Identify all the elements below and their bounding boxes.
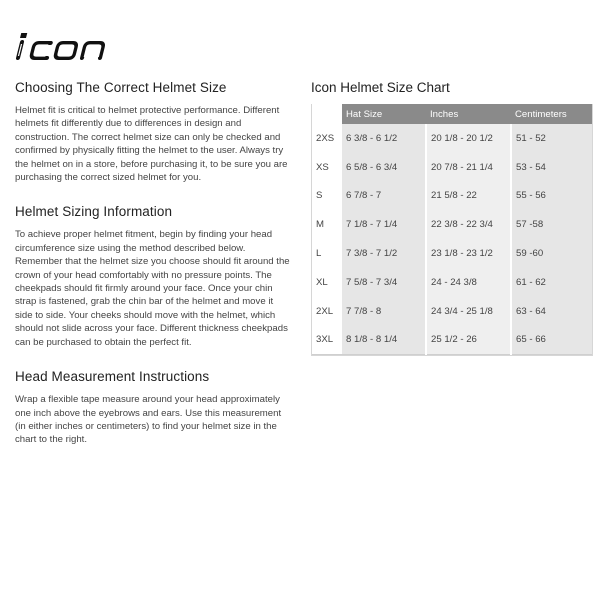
table-row [312,182,592,211]
choosing-heading: Choosing The Correct Helmet Size [15,80,227,95]
helmet-info-column [15,80,290,447]
table-row [312,153,592,182]
measurement-body: Wrap a flexible tape measure around your head approximately one inch above the eyebrows and ears. Use this measurement (in either inches or centimeters) to find your helmet size in the chart to the right. [15,394,282,446]
hat-size-cell: 6 5/8 - 6 3/4 [342,153,426,182]
size-label: XS [312,153,342,182]
centimeters-cell: 65 - 66 [511,326,592,355]
choosing-body: Helmet fit is critical to helmet protective performance. Different helmets fit differently due to differences in design and construction. The correct helmet size can only be checked and confirmed by physically fitting the helmet to the user. Always try the helmet on in a store, before purchasing it, to be sure you are purchasing the correct sized helmet for you. [15,105,288,184]
inches-cell: 24 - 24 3/8 [426,268,511,297]
centimeters-cell: 63 - 64 [511,297,592,326]
size-chart-table-wrap [311,104,593,356]
centimeters-header: Centimeters [511,104,592,124]
size-label: S [312,182,342,211]
table-row [312,326,592,355]
centimeters-cell: 61 - 62 [511,268,592,297]
icon-logo-graphic [14,30,144,62]
size-label: L [312,239,342,268]
inches-cell: 25 1/2 - 26 [426,326,511,355]
inches-cell: 23 1/8 - 23 1/2 [426,239,511,268]
table-row [312,210,592,239]
table-row [312,239,592,268]
size-label: M [312,210,342,239]
centimeters-cell: 51 - 52 [511,124,592,153]
size-label: 2XS [312,124,342,153]
hat-size-cell: 6 3/8 - 6 1/2 [342,124,426,153]
table-row [312,268,592,297]
choosing-section [15,80,290,184]
sizing-section [15,204,290,349]
sizing-heading: Helmet Sizing Information [15,204,173,220]
inches-cell: 20 1/8 - 20 1/2 [426,124,511,153]
icon-logo [14,30,144,62]
size-label: XL [312,268,342,297]
size-chart-header-row [312,104,592,124]
hat-size-cell: 7 1/8 - 7 1/4 [342,210,426,239]
size-chart-column [311,80,593,356]
size-chart-title: Icon Helmet Size Chart [311,80,450,95]
inches-cell: 22 3/8 - 22 3/4 [426,210,511,239]
centimeters-cell: 59 -60 [511,239,592,268]
hat-size-cell: 8 1/8 - 8 1/4 [342,326,426,355]
inches-header: Inches [426,104,511,124]
size-label: 3XL [312,326,342,355]
centimeters-cell: 53 - 54 [511,153,592,182]
table-row [312,297,592,326]
size-label: 2XL [312,297,342,326]
measurement-heading: Head Measurement Instructions [15,369,210,385]
hat-size-header: Hat Size [342,104,426,124]
sizing-body: To achieve proper helmet fitment, begin by finding your head circumference size using the method described below. Remember that the helmet size you choose should fit around the crown of your head comfortably with no pressure points. The cheekpads should fit firmly around your face. Once your chin strap is fastened, grab the chin bar of the helmet and move it side to side. Your cheeks should move with the helmet, which should not slide across your face. Different thickness cheekpads can be purchased to obtain the perfect fit. [15,229,290,348]
hat-size-cell: 7 5/8 - 7 3/4 [342,268,426,297]
centimeters-cell: 57 -58 [511,210,592,239]
inches-cell: 24 3/4 - 25 1/8 [426,297,511,326]
hat-size-cell: 7 7/8 - 8 [342,297,426,326]
inches-cell: 20 7/8 - 21 1/4 [426,153,511,182]
centimeters-cell: 55 - 56 [511,182,592,211]
hat-size-cell: 6 7/8 - 7 [342,182,426,211]
size-column-header [312,104,342,124]
hat-size-cell: 7 3/8 - 7 1/2 [342,239,426,268]
inches-cell: 21 5/8 - 22 [426,182,511,211]
measurement-section [15,369,290,447]
table-row [312,124,592,153]
size-chart-table [312,104,592,355]
